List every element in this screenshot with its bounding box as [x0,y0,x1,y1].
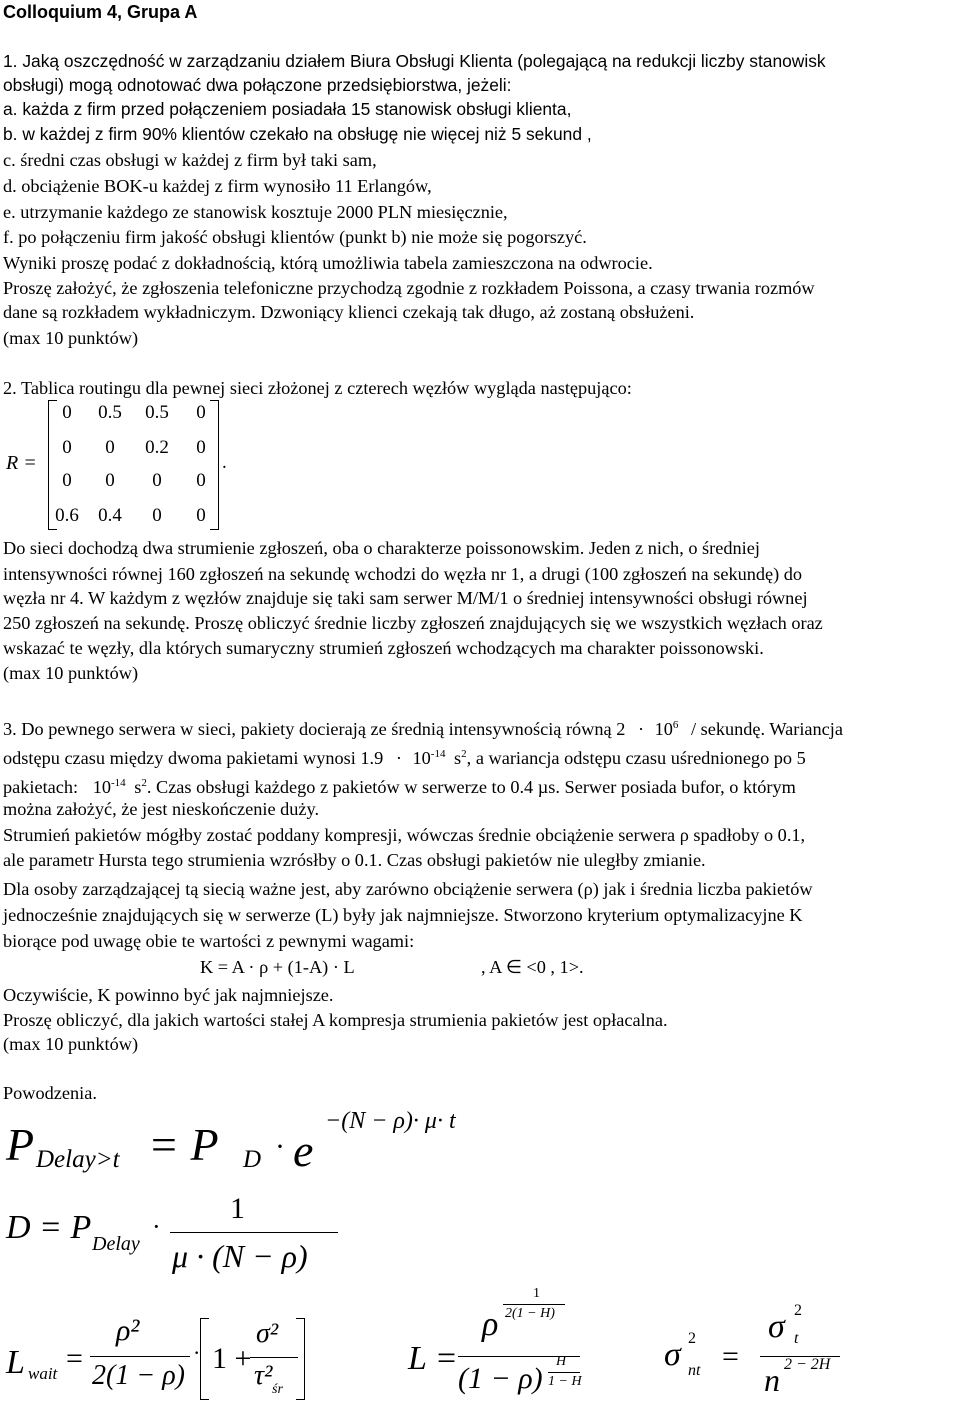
matrix-cell: 0 [62,402,72,423]
formula-symbol: e [293,1125,314,1176]
matrix-cell: 0 [62,437,72,458]
q3-line-3 [3,771,796,799]
q3-exponent: 6 [672,719,679,731]
q1-line: e. utrzymanie każdego ze stanowisk kosztuje 2000 PLN miesięcznie, [3,202,508,222]
q3-exponent: -14 [430,748,446,760]
q2-line: intensywności równej 160 zgłoszeń na sekundę wchodzi do węzła nr 1, a drugi (100 zgłoszeń na sekundę) do [3,564,803,584]
q3-line: można założyć, że jest nieskończenie duży. [3,799,320,819]
formula-numerator: σ² [256,1318,279,1349]
q3-line: Strumień pakietów mógłby zostać poddany kompresji, wówczas średnie obciążenie serwera ρ spadłoby o 0.1, [3,825,806,845]
q3-formula: K = A · ρ + (1-A) · L [200,957,355,977]
page-title: Colloquium 4, Grupa A [3,2,198,22]
q3-line-1 [3,713,843,741]
q3-formula-condition: , A ∈ <0 , 1>. [481,957,584,977]
q1-line: c. średni czas obsługi w każdej z firm był taki sam, [3,150,377,170]
formula-subscript: t [794,1330,799,1347]
q1-line: Wyniki proszę podać z dokładnością, którą umożliwia tabela zamieszczona na odwrocie. [3,253,653,273]
fraction-bar [503,1304,565,1305]
formula-symbol: σ [664,1336,681,1373]
formula-subscript: Delay [92,1233,140,1255]
matrix-cell: 0 [62,470,72,491]
formula-exponent: 2 [688,1330,696,1347]
q3-exponent: -14 [110,777,126,789]
formula-exponent: 1 [533,1286,540,1301]
q3-line: Oczywiście, K powinno być jak najmniejsze. [3,985,334,1005]
formula-text: = P [148,1119,219,1170]
q3-value: 10 [92,777,111,797]
q1-line: 1. Jaką oszczędność w zarządzaniu działem Biura Obsługi Klienta (polegającą na redukcji liczby stanowisk [3,51,826,71]
fraction-bar [170,1232,338,1233]
q3-value: 10 [654,719,673,739]
formula-denominator: μ · (N − ρ) [172,1238,308,1274]
q3-times-dot: · [637,719,645,739]
formula-subscript: Delay>t [36,1146,120,1173]
formula-denominator: n [764,1362,780,1398]
q3-line: Proszę obliczyć, dla jakich wartości stałej A kompresja strumienia pakietów jest opłacalna. [3,1010,668,1030]
q3-line-2 [3,742,806,770]
q1-line: (max 10 punktów) [3,328,139,348]
formula-numerator: 1 [230,1192,245,1225]
matrix-cell: 0 [196,402,206,423]
matrix-cell: 0 [152,470,162,491]
q1-line: f. po połączeniu firm jakość obsługi klientów (punkt b) nie może się pogorszyć. [3,227,587,247]
formula-exponent: H [556,1354,567,1369]
formula-dot: · [275,1130,285,1163]
q3-exponent: 2 [141,777,147,789]
formula-symbol: L [6,1344,25,1381]
bracket-right [296,1318,305,1400]
formula-text: L = [408,1340,458,1377]
formula-subscript: śr [272,1382,283,1397]
q3-text: pakietach: [3,777,79,797]
matrix-end: . [222,452,227,473]
q3-unit: s [134,777,142,797]
formula-subscript: wait [28,1364,58,1383]
formula-denominator: τ² [254,1360,273,1391]
q1-line: b. w każdej z firm 90% klientów czekało na obsługę nie więcej niż 5 sekund , [3,124,592,144]
formula-denominator: (1 − ρ) [458,1362,543,1395]
q3-unit: s [454,748,462,768]
q3-line: Dla osoby zarządzającej tą siecią ważne jest, aby zarówno obciążenie serwera (ρ) jak i średnia liczba pakietów [3,879,813,899]
matrix-cell: 0.6 [55,505,79,526]
fraction-bar [548,1372,580,1373]
formula-numerator: σ [768,1308,785,1345]
fraction-bar [250,1357,298,1358]
q3-times-dot: · [395,748,402,768]
q3-text: / sekundę. Wariancja [690,719,843,739]
q3-line: biorące pod uwagę obie te wartości z pewnymi wagami: [3,931,415,951]
q2-intro: 2. Tablica routingu dla pewnej sieci złożonej z czterech węzłów wygląda następująco: [3,378,632,398]
fraction-bar [90,1356,190,1357]
q1-line: a. każda z firm przed połączeniem posiadała 15 stanowisk obsługi klienta, [3,99,572,119]
matrix-cell: 0 [196,505,206,526]
q3-text: 3. Do pewnego serwera w sieci, pakiety docierają ze średnią intensywnością równą 2 [3,719,626,739]
closing-text: Powodzenia. [3,1083,97,1103]
q1-line: obsługi) mogą odnotować dwa połączone przedsiębiorstwa, jeżeli: [3,75,512,95]
q1-line: dane są rozkładem wykładniczym. Dzwoniący klienci czekają tak długo, aż zostaną obsłużeni. [3,302,695,322]
bracket-left [200,1318,209,1400]
matrix-cell: 0 [196,470,206,491]
q3-text: . Czas obsługi każdego z pakietów w serwerze to 0.4 µs. Serwer posiada bufor, o którym [146,777,796,797]
q3-text: odstępu czasu między dwoma pakietami wynosi 1.9 [3,748,384,768]
q1-line: Proszę założyć, że zgłoszenia telefoniczne przychodzą zgodnie z rozkładem Poissona, a czasy trwania rozmów [3,278,815,298]
q3-exponent: 2 [461,748,467,760]
formula-dot: · [152,1212,161,1241]
q3-line: (max 10 punktów) [3,1034,139,1054]
q2-line: węzła nr 4. W każdym z węzłów znajduje się taki sam serwer M/M/1 o średniej intensywności obsługi równej [3,588,808,608]
q3-value: 10 [412,748,431,768]
q2-line: Do sieci dochodzą dwa strumienie zgłoszeń, oba o charakterze poissonowskim. Jeden z nich, o średniej [3,538,760,558]
q3-line: jednocześnie znajdujących się w serwerze (L) były jak najmniejsze. Stworzono kryterium optymalizacyjne K [3,905,803,925]
formula-text: = [722,1340,739,1373]
formula-text: 1 + [212,1342,252,1375]
formula-exponent: 2 − 2H [784,1356,831,1373]
formula-dot: · [193,1340,201,1365]
formula-exponent: 2 [794,1302,802,1319]
q3-text: , a wariancja odstępu czasu uśrednionego po 5 [466,748,806,768]
formula-subscript: nt [688,1362,701,1379]
matrix-cell: 0 [105,437,115,458]
formula-exponent: −(N − ρ)· μ· t [325,1108,456,1134]
matrix-cell: 0 [152,505,162,526]
matrix-label: R = [6,452,37,474]
formula-text: = [66,1342,83,1375]
matrix-cell: 0.2 [145,437,169,458]
formula-symbol: ρ [482,1306,499,1343]
q1-line: d. obciążenie BOK-u każdej z firm wynosiło 11 Erlangów, [3,176,432,196]
formula-exponent: 2(1 − H) [505,1306,555,1321]
q2-line: wskazać te węzły, dla których sumaryczny strumień zgłoszeń wchodzących ma charakter poissonowski. [3,638,764,658]
q2-line: 250 zgłoszeń na sekundę. Proszę obliczyć średnie liczby zgłoszeń znajdujących się we wszystkich węzłach oraz [3,613,823,633]
formula-numerator: ρ² [116,1314,140,1347]
q2-line: (max 10 punktów) [3,663,139,683]
formula-text: D = P [6,1209,92,1246]
matrix-cell: 0 [196,437,206,458]
matrix-cell: 0.5 [145,402,169,423]
formula-symbol: P [6,1119,35,1170]
q3-line: ale parametr Hursta tego strumienia wzrósłby o 0.1. Czas obsługi pakietów nie uległby zmianie. [3,850,706,870]
matrix-cell: 0.5 [98,402,122,423]
formula-subscript: D [243,1146,262,1173]
formula-denominator: 2(1 − ρ) [92,1360,185,1391]
matrix-cell: 0 [105,470,115,491]
formula-exponent: 1 − H [548,1374,582,1389]
matrix-cell: 0.4 [98,505,122,526]
